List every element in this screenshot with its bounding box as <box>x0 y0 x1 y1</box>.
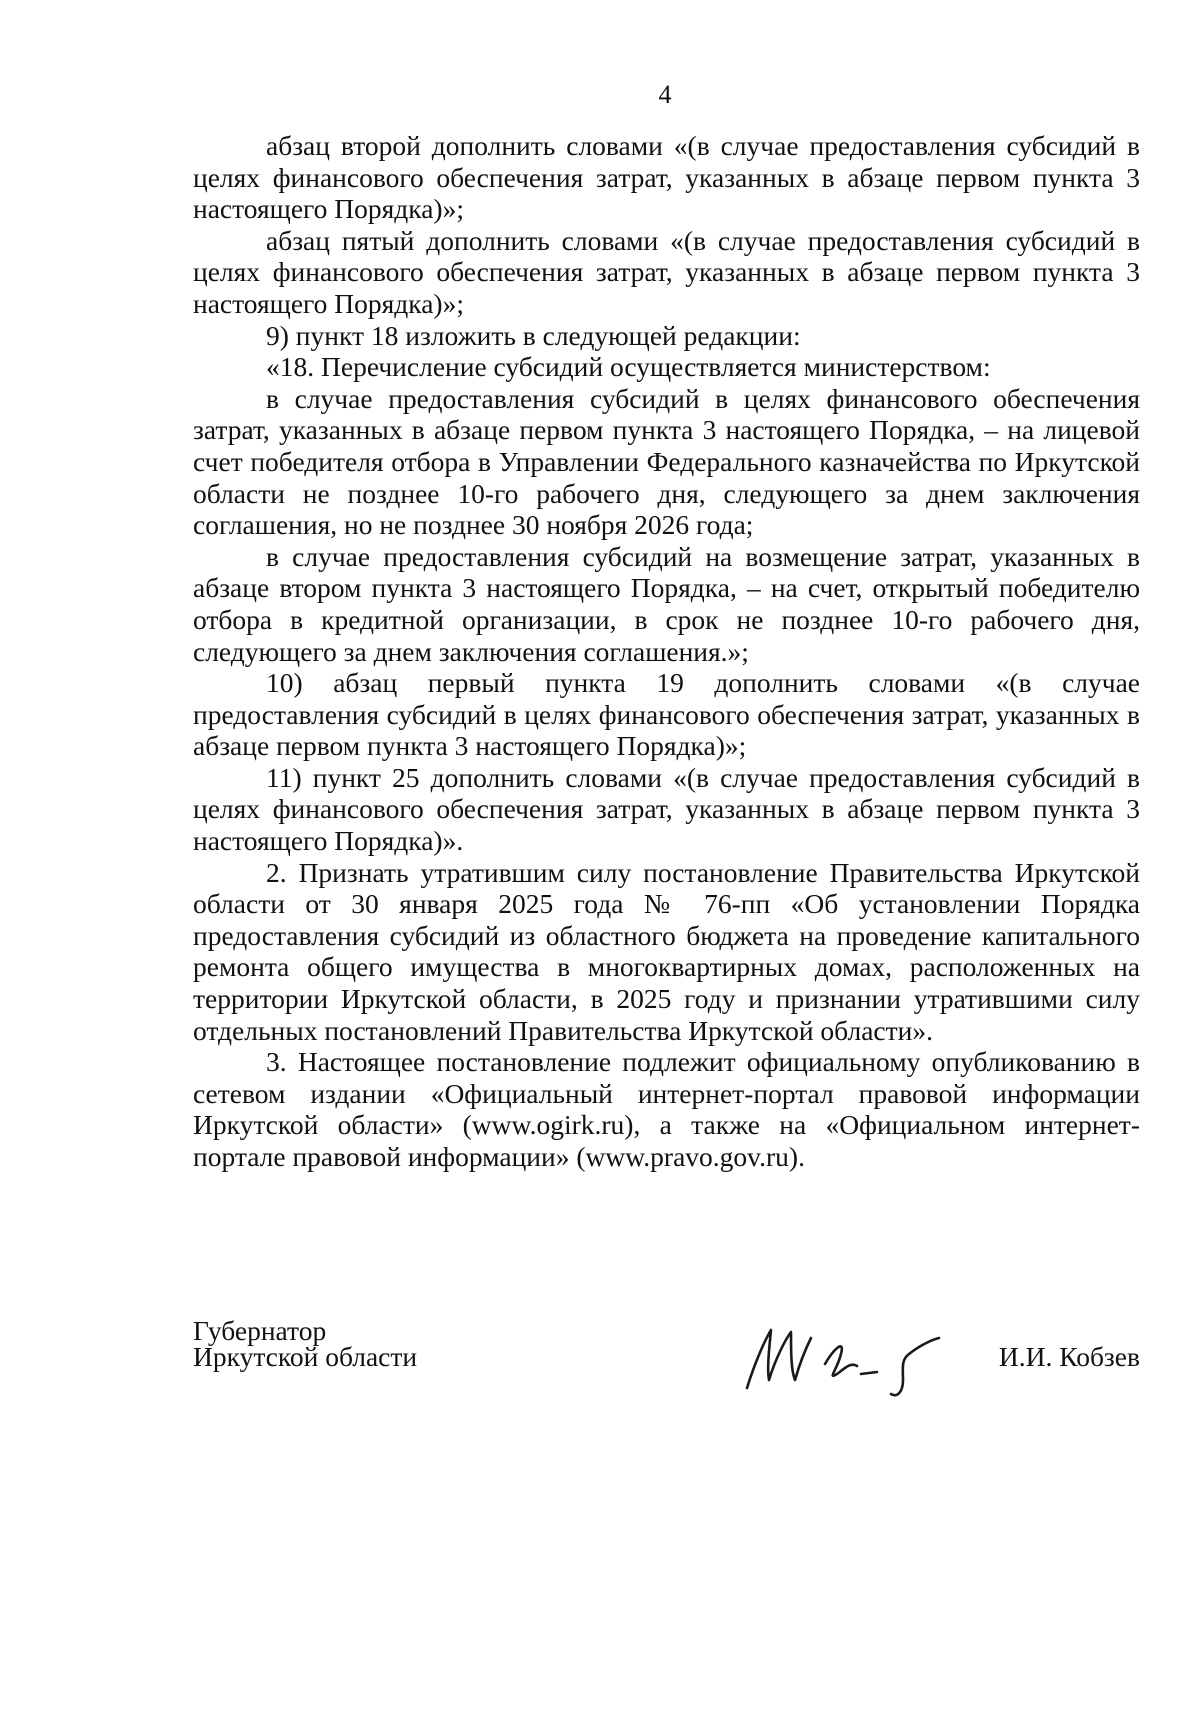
paragraph: абзац второй дополнить словами «(в случае предоставления субсидий в целях финансового обеспечения затрат, указанных в абзаце первом пункта 3 настоящего Порядка)»; <box>193 130 1140 225</box>
page-number: 4 <box>658 80 672 109</box>
signer-position <box>193 1315 418 1372</box>
signer-position-line: Губернатор <box>193 1315 327 1346</box>
paragraph: в случае предоставления субсидий в целях финансового обеспечения затрат, указанных в абзаце первом пункта 3 настоящего Порядка, – на лицевой счет победителя отбора в Управлении Федерального казначейства по Иркутской области не позднее 10-го рабочего дня, следующего за днем заключения соглашения, но не позднее 30 ноября 2026 года; <box>193 382 1140 541</box>
paragraph: 11) пункт 25 дополнить словами «(в случае предоставления субсидий в целях финансового обеспечения затрат, указанных в абзаце первом пункта 3 настоящего Порядка)». <box>193 761 1140 857</box>
paragraph: в случае предоставления субсидий на возмещение затрат, указанных в абзаце втором пункта 3 настоящего Порядка, – на счет, открытый победителю отбора в кредитной организации, в срок не позднее 10-го рабочего дня, следующего за днем заключения соглашения.»; <box>193 540 1140 667</box>
paragraph: абзац пятый дополнить словами «(в случае предоставления субсидий в целях финансового обеспечения затрат, указанных в абзаце первом пункта 3 настоящего Порядка)»; <box>193 224 1140 319</box>
signer-name: И.И. Кобзев <box>998 1341 1140 1372</box>
signer-position-line: Иркутской области <box>193 1341 418 1372</box>
paragraph: 2. Признать утратившим силу постановление Правительства Иркутской области от 30 января 2025 года № 76-пп «Об установлении Порядка предоставления субсидий из областного бюджета на проведение капитального ремонта общего имущества в многоквартирных домах, расположенных на территории Иркутской области, в 2025 году и признании утратившими силу отдельных постановлений Правительства Иркутской области». <box>193 856 1140 1046</box>
paragraph: 10) абзац первый пункта 19 дополнить словами «(в случае предоставления субсидий в целях финансового обеспечения затрат, указанных в абзаце первом пункта 3 настоящего Порядка)»; <box>193 667 1140 762</box>
paragraph: 3. Настоящее постановление подлежит официальному опубликованию в сетевом издании «Официальный интернет-портал правовой информации Иркутской области» (www.ogirk.ru), а также на «Официальном интернет-портале правовой информации» (www.pravo.gov.ru). <box>193 1046 1140 1172</box>
paragraph: «18. Перечисление субсидий осуществляется министерством: <box>266 351 991 383</box>
document-body <box>193 130 1140 1173</box>
signature-block <box>193 1315 1140 1408</box>
handwritten-signature <box>741 1310 941 1398</box>
paragraph: 9) пункт 18 изложить в следующей редакции: <box>266 319 801 351</box>
